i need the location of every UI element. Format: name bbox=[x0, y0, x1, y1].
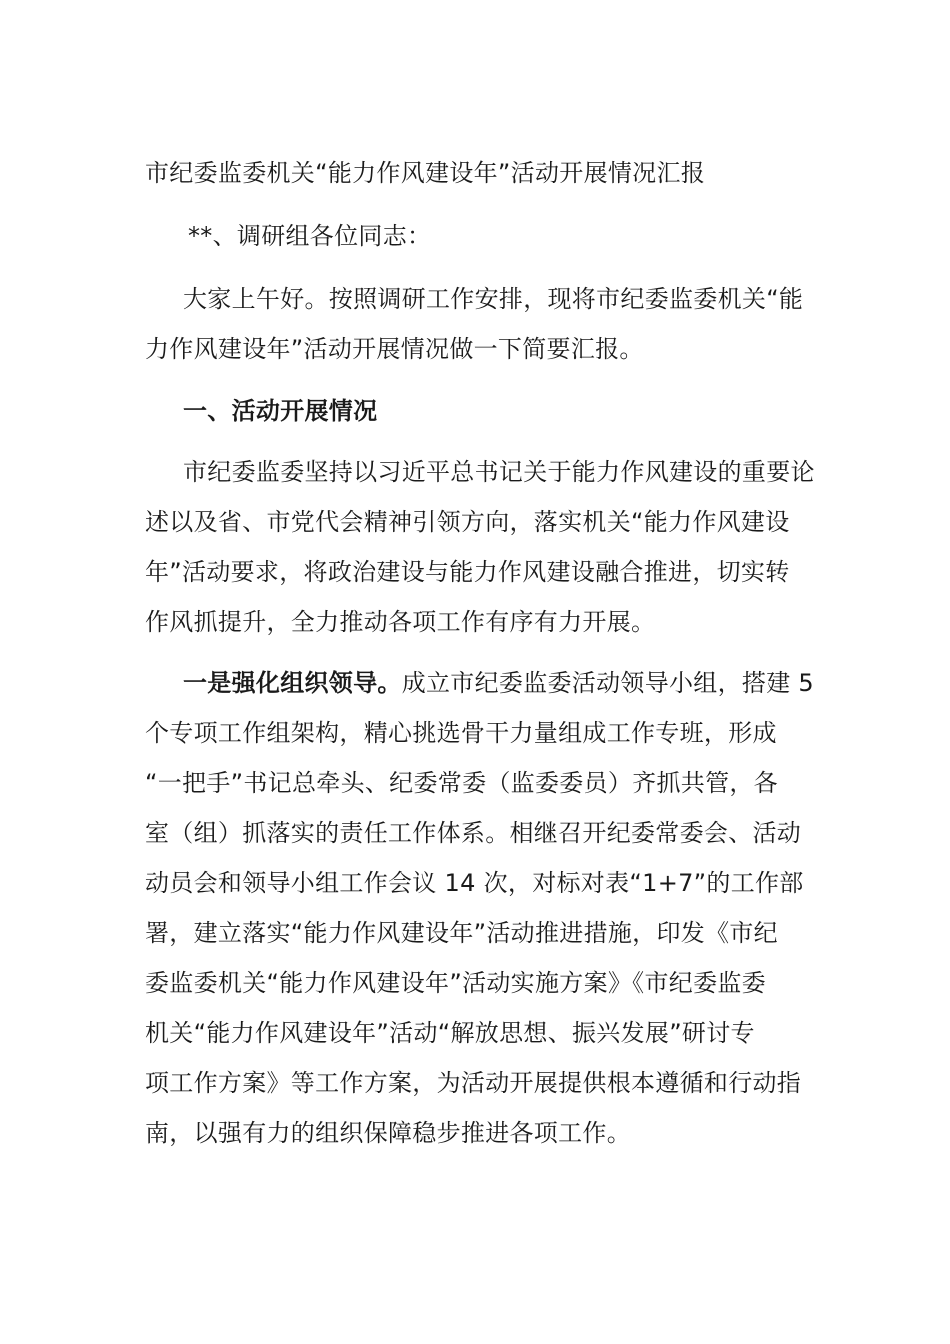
point-lead: 一是强化组织领导。 bbox=[183, 669, 402, 697]
paragraph-line: 年”活动要求，将政治建设与能力作风建设融合推进，切实转 bbox=[145, 558, 790, 586]
paragraph-line: 委监委机关“能力作风建设年”活动实施方案》《市纪委监委 bbox=[145, 969, 766, 997]
intro-line: 力作风建设年”活动开展情况做一下简要汇报。 bbox=[145, 335, 644, 363]
paragraph-line: 署，建立落实“能力作风建设年”活动推进措施，印发《市纪 bbox=[145, 919, 778, 947]
paragraph-line: 作风抓提升，全力推动各项工作有序有力开展。 bbox=[145, 608, 656, 636]
paragraph-line: 项工作方案》等工作方案，为活动开展提供根本遵循和行动指 bbox=[145, 1069, 802, 1097]
paragraph-line: 述以及省、市党代会精神引领方向，落实机关“能力作风建设 bbox=[145, 508, 790, 536]
paragraph-line: 室（组）抓落实的责任工作体系。相继召开纪委常委会、活动 bbox=[145, 819, 802, 847]
intro-line: 大家上午好。按照调研工作安排，现将市纪委监委机关“能 bbox=[183, 285, 804, 313]
paragraph-line: “一把手”书记总牵头、纪委常委（监委委员）齐抓共管，各 bbox=[145, 769, 778, 797]
paragraph-line: 动员会和领导小组工作会议 14 次，对标对表“1+7”的工作部 bbox=[145, 869, 804, 897]
document-title: 市纪委监委机关“能力作风建设年”活动开展情况汇报 bbox=[145, 159, 706, 187]
paragraph-line: 个专项工作组架构，精心挑选骨干力量组成工作专班，形成 bbox=[145, 719, 777, 747]
point-text: 成立市纪委监委活动领导小组，搭建 5 bbox=[401, 669, 815, 697]
section-heading: 一、活动开展情况 bbox=[183, 397, 378, 425]
paragraph-line: 南，以强有力的组织保障稳步推进各项工作。 bbox=[145, 1119, 631, 1147]
paragraph-line: 机关“能力作风建设年”活动“解放思想、振兴发展”研讨专 bbox=[145, 1019, 755, 1047]
paragraph-line: 市纪委监委坚持以习近平总书记关于能力作风建设的重要论 bbox=[183, 458, 815, 486]
salutation: **、调研组各位同志： bbox=[188, 222, 432, 250]
paragraph-line bbox=[183, 668, 814, 698]
